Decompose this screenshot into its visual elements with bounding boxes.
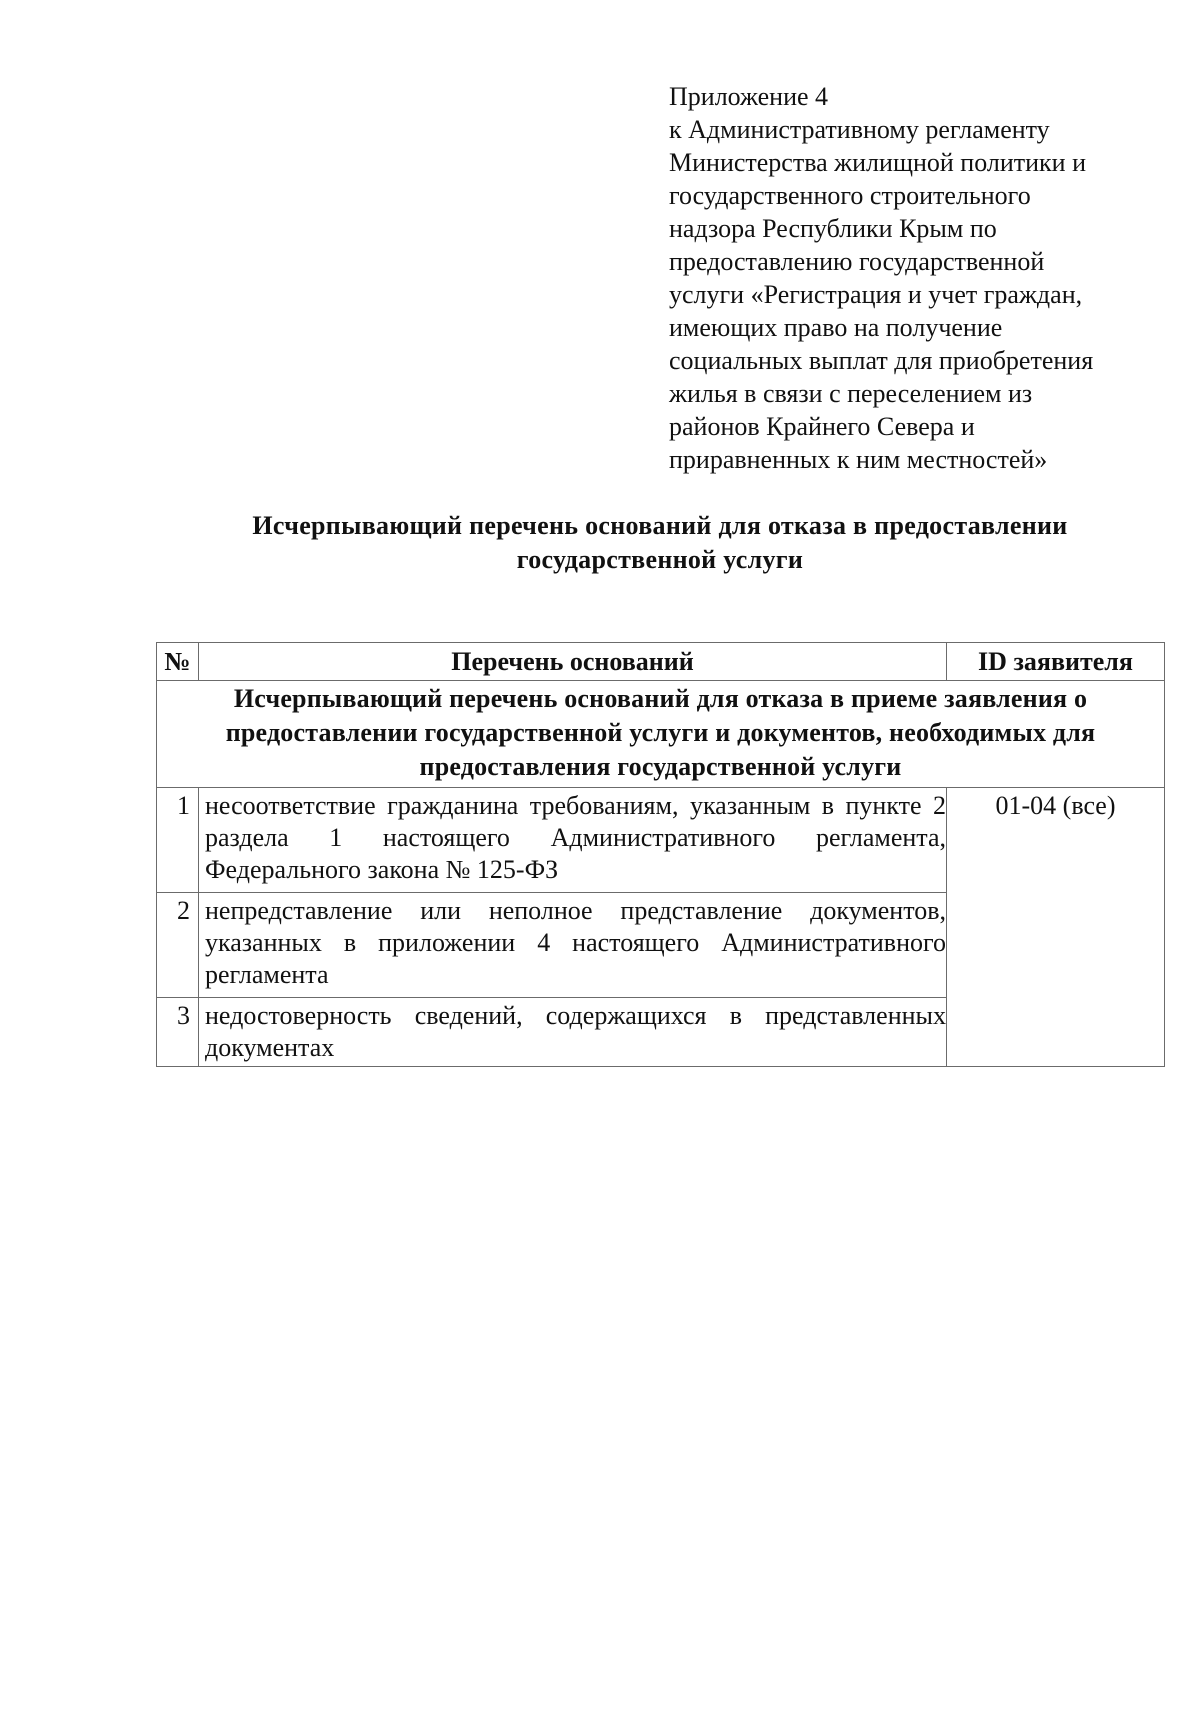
appendix-line: предоставлению государственной (669, 247, 1045, 276)
section-title: Исчерпывающий перечень оснований для отказа в приеме заявления о предоставлении государственной услуги и документов, необходимых для предоставления государственной услуги (157, 681, 1165, 788)
table-section-row (157, 681, 1165, 788)
document-title (120, 509, 1200, 577)
document-title-line-2: государственной услуги (516, 545, 804, 574)
applicant-id-value: 01-04 (все) (947, 788, 1165, 1067)
row-number: 3 (157, 998, 199, 1067)
row-ground-text: несоответствие гражданина требованиям, указанным в пункте 2 раздела 1 настоящего Административного регламента, Федерального закона № 125-ФЗ (199, 788, 947, 893)
appendix-line: районов Крайнего Севера и (669, 412, 975, 441)
row-number: 1 (157, 788, 199, 893)
table-header-row (157, 643, 1165, 681)
appendix-line: к Административному регламенту (669, 115, 1050, 144)
appendix-line: приравненных к ним местностей» (669, 445, 1048, 474)
row-ground-text: непредставление или неполное представление документов, указанных в приложении 4 настоящего Административного регламента (199, 893, 947, 998)
appendix-reference (669, 80, 1169, 476)
header-applicant-id: ID заявителя (947, 643, 1165, 681)
appendix-line: имеющих право на получение (669, 313, 1003, 342)
appendix-line: надзора Республики Крым по (669, 214, 997, 243)
appendix-line: Министерства жилищной политики и (669, 148, 1086, 177)
header-grounds: Перечень оснований (199, 643, 947, 681)
appendix-line: услуги «Регистрация и учет граждан, (669, 280, 1083, 309)
row-number: 2 (157, 893, 199, 998)
appendix-line: Приложение 4 (669, 82, 829, 111)
document-title-line-1: Исчерпывающий перечень оснований для отказа в предоставлении (252, 511, 1068, 540)
table-row (157, 788, 1165, 893)
row-ground-text: недостоверность сведений, содержащихся в представленных документах (199, 998, 947, 1067)
grounds-table (156, 642, 1165, 1067)
appendix-line: государственного строительного (669, 181, 1031, 210)
appendix-line: социальных выплат для приобретения (669, 346, 1094, 375)
appendix-line: жилья в связи с переселением из (669, 379, 1033, 408)
header-number: № (157, 643, 199, 681)
